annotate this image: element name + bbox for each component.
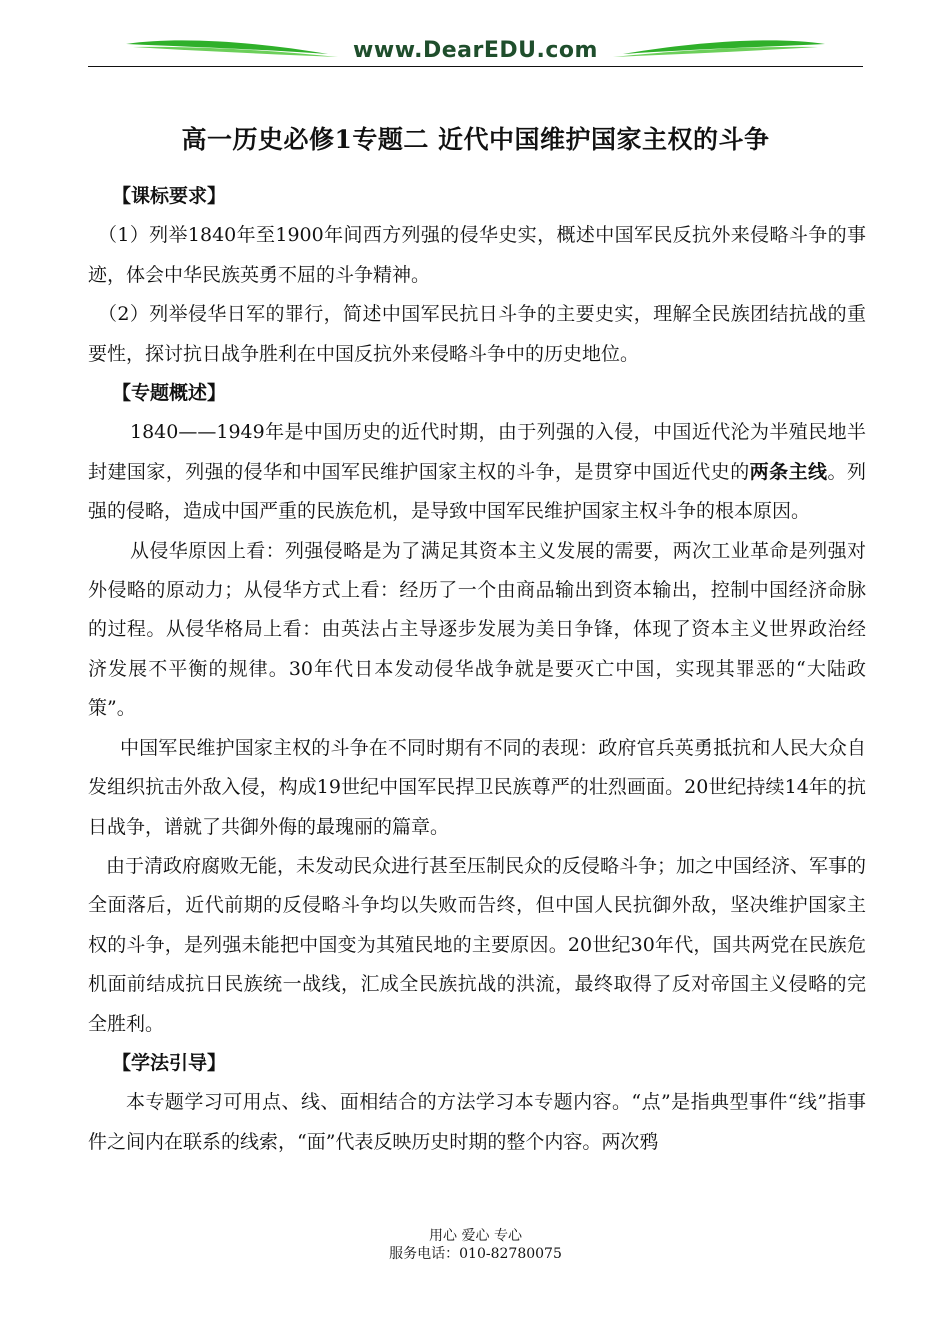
section-heading-curriculum: 【课标要求】 (112, 185, 227, 207)
method-paragraph-1: 本专题学习可用点、线、面相结合的方法学习本专题内容。“点”是指典型事件“线”指事件之间内在联系的线索，“面”代表反映历史时期的整个内容。两次鸦 (88, 1091, 866, 1153)
page-footer (88, 1227, 863, 1263)
document-title: 高一历史必修1专题二 近代中国维护国家主权的斗争 (181, 125, 770, 154)
overview-paragraph-4: 由于清政府腐败无能，未发动民众进行甚至压制民众的反侵略斗争；加之中国经济、军事的全面落后，近代前期的反侵略斗争均以失败而告终，但中国人民抗御外敌，坚决维护国家主权的斗争，是列强未能把中国变为其殖民地的主要原因。20世纪30年代，国共两党在民族危机面前结成抗日民族统一战线，汇成全民族抗战的洪流，最终取得了反对帝国主义侵略的完全胜利。 (88, 854, 867, 1035)
overview-paragraph-3: 中国军民维护国家主权的斗争在不同时期有不同的表现：政府官兵英勇抵抗和人民大众自发组织抗击外敌入侵，构成19世纪中国军民捍卫民族尊严的壮烈画面。20世纪持续14年的抗日战争，谱就了共御外侮的最瑰丽的篇章。 (88, 736, 866, 838)
overview-paragraph-2: 从侵华原因上看：列强侵略是为了满足其资本主义发展的需要，两次工业革命是列强对外侵略的原动力；从侵华方式上看：经历了一个由商品输出到资本输出，控制中国经济命脉的过程。从侵华格局上看：由英法占主导逐步发展为美日争锋，体现了资本主义世界政治经济发展不平衡的规律。30年代日本发动侵华战争就是要灭亡中国，实现其罪恶的“大陆政策”。 (88, 539, 866, 720)
curriculum-item-2: （2）列举侵华日军的罪行，简述中国军民抗日斗争的主要史实，理解全民族团结抗战的重要性，探讨抗日战争胜利在中国反抗外来侵略斗争中的历史地位。 (88, 303, 866, 365)
footer-motto: 用心 爱心 专心 (429, 1228, 522, 1244)
section-heading-method: 【学法引导】 (112, 1051, 227, 1074)
overview-p1-emphasis: 两条主线 (749, 460, 828, 483)
overview-p1-text-after: 。列强的侵略，造成中国严重的民族危机，是导致中国军民维护国家主权斗争的根本原因。 (88, 460, 866, 523)
curriculum-item-1: （1）列举1840年至1900年间西方列强的侵华史实，概述中国军民反抗外来侵略斗争的事迹，体会中华民族英勇不屈的斗争精神。 (88, 224, 866, 286)
site-logo-text[interactable]: www.DearEDU.com (353, 38, 598, 63)
overview-p1-text-before: 1840——1949年是中国历史的近代时期，由于列强的入侵，中国近代沦为半殖民地半封建国家，列强的侵华和中国军民维护国家主权的斗争，是贯穿中国近代史的 (88, 421, 866, 483)
footer-phone: 服务电话：010-82780075 (389, 1246, 562, 1262)
site-header-banner (88, 30, 863, 70)
document-body (88, 177, 866, 1162)
section-heading-overview: 【专题概述】 (112, 382, 227, 405)
header-divider (88, 66, 863, 67)
overview-paragraph-1 (88, 413, 866, 531)
